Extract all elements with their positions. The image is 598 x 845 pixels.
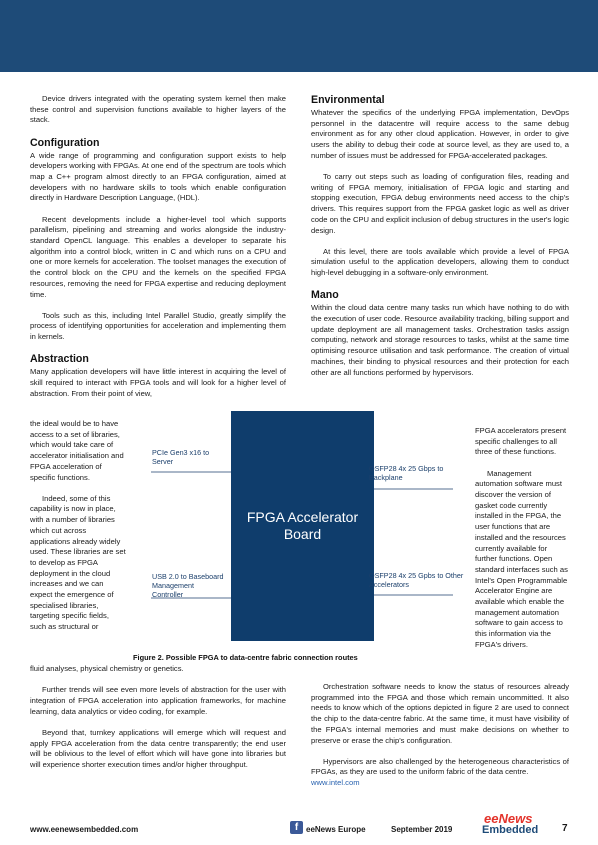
configuration-paragraph-2: Recent developments include a higher-level tool which supports parallelism, pipelining and streaming and works alongside the industry-standard OpenCL language. This enables a developer to separate his algorithm into a control block, written in C and which runs on a CPU and one or more kernels for acceleration. The toolset manages the execution of the control block on the CPU and the kernels on the specified FPGA resources, removing the need for FPGA expertise and reducing deployment time. — [30, 214, 286, 299]
pcie-label: PCIe Gen3 x16 to Server — [152, 448, 210, 466]
footer-facebook-text[interactable]: eeNews Europe — [306, 825, 366, 834]
mano-heading: Mano — [311, 289, 339, 302]
right-bottom-text — [311, 682, 569, 789]
board-label: FPGA Accelerator Board — [246, 509, 359, 542]
footer-website-link[interactable]: www.eenewsembedded.com — [30, 825, 139, 834]
right-column — [311, 94, 569, 378]
mano-wrap-paragraph-2: Management automation software must discover the version of gasket code currently installed in the FPGA, the user functions that are installed and the resources currently available for further functions. Open standard interfaces such as Intel's Open Programmable Accelerator Engine are available which enable the management automation software to gain access to this information via the FPGA's drivers. — [475, 468, 568, 649]
abstraction-wrap-paragraph-1: the ideal would be to have access to a set of libraries, which would take care of accelerator initialisation and FPGA acceleration of specific functions. — [30, 419, 124, 482]
configuration-heading: Configuration — [30, 136, 100, 149]
eenews-logo-bottom: Embedded — [482, 824, 539, 836]
header-banner — [0, 0, 598, 72]
footer-date: September 2019 — [391, 825, 453, 834]
page-footer — [0, 811, 598, 838]
page-number: 7 — [562, 823, 568, 834]
figure-caption: Figure 2. Possible FPGA to data-centre fabric connection routes — [133, 653, 358, 662]
environmental-paragraph-2: To carry out steps such as loading of configuration files, reading and writing of FPGA memory, initialisation of FPGA logic and starting and stopping execution, FPGA debug environments need access to the chip's drivers. This requires support from the FPGA gasket logic as well as driver code on the CPU and explicit inclusion of debug structures in the user's logic design. — [311, 172, 569, 235]
abstraction-paragraph-continued: fluid analyses, physical chemistry or genetics. — [30, 664, 184, 673]
left-column — [30, 94, 286, 399]
environmental-paragraph-1: Whatever the specifics of the underlying FPGA implementation, DevOps personnel in the datacentre will require access to the same debug environment as for any other cloud application. However, in order to give users the ability to debug their code at source level, as they are used to, a number of issues must be addressed for FPGA-accelerated packages. — [311, 108, 569, 160]
abstraction-heading: Abstraction — [30, 353, 89, 366]
right-wrap-text — [475, 426, 570, 661]
environmental-heading: Environmental — [311, 94, 385, 106]
hypervisors-paragraph: Hypervisors are also challenged by the heterogeneous characteristics of FPGAs, as they are used to the uniform fabric of the data centre. — [311, 756, 569, 777]
configuration-paragraph-1: A wide range of programming and configuration support exists to help developers working with FPGAs. At one end of the spectrum are tools which map a C++ program almost directly to an FPGA configuration, aimed at developers with no hardware skills to tools which enable configuration directly in Hardware Description Language, (HDL). — [30, 150, 286, 203]
facebook-icon[interactable]: f — [290, 821, 303, 834]
intel-link[interactable]: www.intel.com — [311, 778, 360, 788]
qsfp-backplane-label: QSFP28 4x 25 Gbps to Backplane — [369, 464, 444, 482]
usb-label: USB 2.0 to Baseboard Management Controller — [152, 572, 224, 599]
orchestration-paragraph: Orchestration software needs to know the status of resources already programmed into the FPGA and those which remain uncommitted. It also needs to know which of the options depicted in figure 2 are used to connect the chip to the data-centre fabric. At the same time, it must have visibility of the FPGA's internal memories and must make decisions on whether to preserve or erase the chip's configuration. — [311, 682, 569, 745]
abstraction-paragraph-turnkey: Beyond that, turnkey applications will emerge which will request and apply FPGA acceleration from the data centre transparently; the end user will be oblivious to the level of effort which will have gone into libraries but will experience shorter execution times and/or higher throughput. — [30, 727, 286, 769]
eenews-logo-top: eeNews — [484, 811, 533, 826]
mano-wrap-paragraph-1: FPGA accelerators present specific challenges to all three of these functions. — [475, 426, 567, 457]
configuration-paragraph-3: Tools such as this, including Intel Parallel Studio, greatly simplify the process of identifying opportunities for acceleration and implementing them in kernels. — [30, 310, 286, 342]
abstraction-paragraph-trends: Further trends will see even more levels of abstraction for the user with integration of FPGA acceleration into application frameworks, for machine learning, data analytics or video coding, for example. — [30, 685, 286, 716]
abstraction-paragraph-1: Many application developers will have little interest in acquiring the level of skill required to interact with FPGA tools and will look for a higher level of abstraction. From their point of view, — [30, 367, 286, 398]
mano-paragraph-1: Within the cloud data centre many tasks run which have nothing to do with the execution of user code. Resource availability tracking, billing support and update deployment are all management tasks. Orchestration tasks assign computing, network and storage resources to tasks, whilst at the same time optimising resource utilisation and task performance. The creation of virtual machines, their binding to physical resources and their protection for each other are all functions performed by hypervisors. — [311, 303, 569, 377]
intro-paragraph: Device drivers integrated with the operating system kernel then make these control and supervision functions available to higher layers of the stack. — [30, 94, 286, 125]
qsfp-accelerators-label: QSFP28 4x 25 Gpbs to Other Accelerators — [369, 571, 464, 589]
left-wrap-text — [30, 419, 127, 643]
abstraction-wrap-paragraph-2: Indeed, some of this capability is now in place, with a number of libraries which cut across applications already widely used. These libraries are set to develop as FPGA deployment in the cloud increases and we can expect the emergence of specialised libraries, targeting specific fields, such as structural or — [30, 493, 126, 632]
left-bottom-text — [30, 664, 286, 781]
figure-2 — [133, 411, 471, 651]
environmental-paragraph-3: At this level, there are tools available which provide a level of FPGA simulation useful to the application developers, allowing them to conduct high-level debugging in a software-only environment. — [311, 246, 569, 278]
fpga-accelerator-board — [231, 411, 374, 641]
